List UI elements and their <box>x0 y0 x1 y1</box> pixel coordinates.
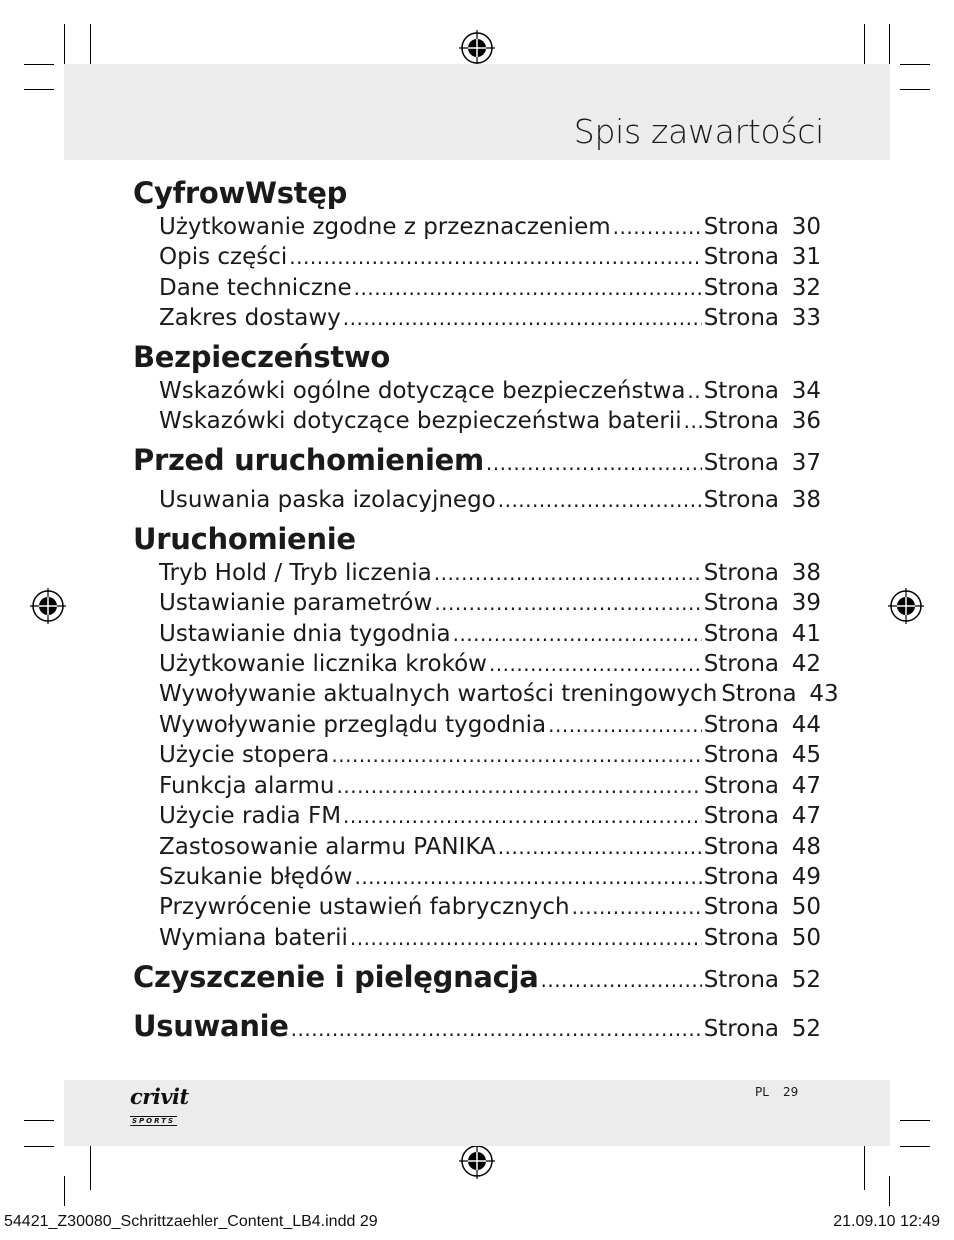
crop-mark <box>900 1120 930 1121</box>
toc-entry <box>133 273 821 303</box>
page-word: Strona <box>703 620 779 647</box>
entry-label: Użycie radia FM <box>159 803 342 830</box>
page-number: 39 <box>791 590 821 617</box>
page-word: Strona <box>703 711 779 738</box>
toc-entry <box>133 679 839 709</box>
toc-entry <box>133 771 821 801</box>
page-number: 42 <box>791 651 821 678</box>
crop-mark <box>900 89 930 90</box>
page-title: Spis zawartości <box>573 112 824 151</box>
dot-leader <box>343 801 702 831</box>
registration-mark-icon <box>459 1143 495 1179</box>
toc-section-heading <box>133 955 821 1002</box>
slug-datetime: 21.09.10 12:49 <box>833 1213 940 1230</box>
page-number: 48 <box>791 833 821 860</box>
toc-entry <box>133 303 821 333</box>
page-number: 52 <box>791 1016 821 1043</box>
page-word: Strona <box>703 214 779 240</box>
dot-leader <box>486 441 702 485</box>
crop-mark <box>889 1176 890 1206</box>
dot-leader <box>498 832 702 862</box>
page-number: 47 <box>791 772 821 799</box>
crop-mark <box>24 1120 54 1121</box>
dot-leader <box>572 892 702 922</box>
page-number: 31 <box>791 244 821 271</box>
entry-label: Wymiana baterii <box>159 924 348 951</box>
dot-leader <box>337 771 702 801</box>
registration-mark-icon <box>459 30 495 66</box>
toc-section-heading <box>133 1004 821 1051</box>
dot-leader <box>540 958 701 1002</box>
crop-mark <box>900 1146 930 1147</box>
page-number: 41 <box>791 620 821 647</box>
entry-label: Opis części <box>159 244 288 271</box>
crop-mark <box>90 24 91 64</box>
toc-entry <box>133 406 821 436</box>
page-word: Strona <box>703 450 779 477</box>
crop-mark <box>24 64 54 65</box>
entry-label: Zastosowanie alarmu PANIKA <box>159 833 496 860</box>
entry-label: Przywrócenie ustawień fabrycznych <box>159 894 570 921</box>
entry-label: Użytkowanie zgodne z przeznaczeniem <box>159 214 611 240</box>
footer-page-number: 29 <box>783 1085 799 1099</box>
dot-leader <box>613 212 702 242</box>
page-number: 50 <box>791 894 821 921</box>
dot-leader <box>684 406 702 436</box>
toc-entry <box>133 649 821 679</box>
entry-label: Użytkowanie licznika kroków <box>159 651 487 678</box>
page-number: 30 <box>791 214 821 240</box>
page-word: Strona <box>703 274 779 301</box>
crop-mark <box>64 24 65 64</box>
crop-mark <box>64 1176 65 1206</box>
page-word: Strona <box>703 863 779 890</box>
page-word: Strona <box>703 305 779 332</box>
toc-section-heading: Bezpieczeństwo <box>133 339 391 374</box>
page-number: 33 <box>791 305 821 332</box>
footer-language: PL <box>755 1085 769 1099</box>
dot-leader <box>434 588 701 618</box>
crop-mark <box>90 1140 91 1190</box>
toc-entry <box>133 212 821 242</box>
toc-entry <box>133 801 821 831</box>
dot-leader <box>687 376 701 406</box>
crop-mark <box>864 24 865 64</box>
dot-leader <box>548 710 702 740</box>
toc-section-heading: CyfrowWstęp <box>133 176 348 210</box>
logo-subtext: SPORTS <box>132 1117 176 1125</box>
page-word: Strona <box>703 967 779 994</box>
page-word: Strona <box>703 1016 779 1043</box>
crop-mark <box>889 24 890 64</box>
entry-label: Dane techniczne <box>159 274 352 301</box>
toc-entry <box>133 558 821 588</box>
page-word: Strona <box>703 244 779 271</box>
crop-mark <box>864 1140 865 1190</box>
crop-mark <box>24 1146 54 1147</box>
crop-mark <box>24 89 54 90</box>
dot-leader <box>291 1007 702 1051</box>
toc-entry <box>133 923 821 953</box>
entry-label: Usuwania paska izolacyjnego <box>159 487 496 514</box>
entry-label: Ustawianie parametrów <box>159 590 433 617</box>
page-word: Strona <box>703 487 779 514</box>
page-number: 38 <box>791 487 821 514</box>
toc-section-heading: Uruchomienie <box>133 521 356 556</box>
page-word: Strona <box>703 772 779 799</box>
page-word: Strona <box>703 742 779 769</box>
dot-leader <box>434 558 702 588</box>
crop-mark <box>900 64 930 65</box>
toc-entry <box>133 242 821 272</box>
toc-entry <box>133 376 821 406</box>
toc-entry <box>133 710 821 740</box>
toc-entry <box>133 832 821 862</box>
toc-entry <box>133 740 821 770</box>
logo-text: crivit <box>130 1084 189 1109</box>
section-title: Usuwanie <box>133 1009 289 1044</box>
page-number: 50 <box>791 924 821 951</box>
dot-leader <box>289 242 701 272</box>
page-word: Strona <box>721 681 797 708</box>
page-word: Strona <box>703 590 779 617</box>
entry-label: Wywoływanie przeglądu tygodnia <box>159 711 547 738</box>
entry-label: Wskazówki dotyczące bezpieczeństwa baterii <box>159 408 682 435</box>
dot-leader <box>343 303 702 333</box>
dot-leader <box>489 649 702 679</box>
dot-leader <box>331 740 701 770</box>
page-number: 47 <box>791 803 821 830</box>
toc-entry <box>133 892 821 922</box>
page-number: 36 <box>791 408 821 435</box>
dot-leader <box>350 923 702 953</box>
entry-label: Zakres dostawy <box>159 305 341 332</box>
dot-leader <box>498 485 702 515</box>
page-word: Strona <box>703 408 779 435</box>
page-number: 44 <box>791 711 821 738</box>
registration-mark-icon <box>30 588 66 624</box>
page-number: 38 <box>791 559 821 586</box>
toc-entry <box>133 588 821 618</box>
section-title: Przed uruchomieniem <box>133 443 484 478</box>
dot-leader <box>354 862 701 892</box>
entry-label: Tryb Hold / Tryb liczenia <box>159 559 432 586</box>
page-word: Strona <box>703 833 779 860</box>
page-word: Strona <box>703 924 779 951</box>
page-number: 43 <box>809 681 839 708</box>
toc-entry <box>133 485 821 515</box>
entry-label: Wywoływanie aktualnych wartości treningowych <box>159 681 718 708</box>
entry-label: Funkcja alarmu <box>159 772 335 799</box>
dot-leader <box>354 273 702 303</box>
page-word: Strona <box>703 651 779 678</box>
page-word: Strona <box>703 894 779 921</box>
registration-mark-icon <box>888 588 924 624</box>
page-number: 49 <box>791 863 821 890</box>
page-number: 34 <box>791 377 821 404</box>
page-word: Strona <box>703 377 779 404</box>
dot-leader <box>453 619 702 649</box>
toc-section-heading <box>133 438 821 485</box>
crivit-logo <box>130 1086 189 1127</box>
entry-label: Ustawianie dnia tygodnia <box>159 620 451 647</box>
entry-label: Użycie stopera <box>159 742 330 769</box>
page-number: 37 <box>791 450 821 477</box>
entry-label: Wskazówki ogólne dotyczące bezpieczeństwa <box>159 377 686 404</box>
page-number: 45 <box>791 742 821 769</box>
toc-entry <box>133 862 821 892</box>
page-word: Strona <box>703 559 779 586</box>
entry-label: Szukanie błędów <box>159 863 353 890</box>
page-number: 52 <box>791 967 821 994</box>
section-title: Czyszczenie i pielęgnacja <box>133 960 539 995</box>
page-number: 32 <box>791 274 821 301</box>
slug-filename: 54421_Z30080_Schrittzaehler_Content_LB4.indd 29 <box>4 1213 378 1230</box>
toc-entry <box>133 619 821 649</box>
table-of-contents <box>133 170 839 1051</box>
page-word: Strona <box>703 803 779 830</box>
